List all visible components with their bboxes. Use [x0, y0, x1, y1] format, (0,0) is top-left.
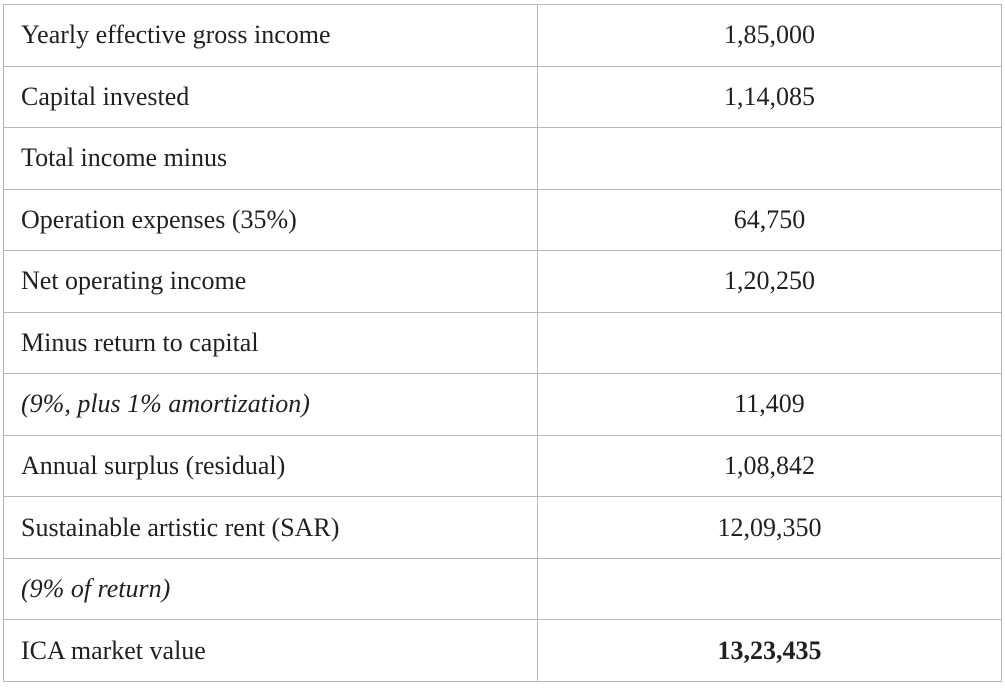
row-label: Minus return to capital [4, 312, 538, 374]
row-label: ICA market value [4, 620, 538, 682]
row-value: 12,09,350 [538, 497, 1002, 559]
table-row [4, 497, 1002, 559]
table-row [4, 312, 1002, 374]
table-row [4, 189, 1002, 251]
row-label: Operation expenses (35%) [4, 189, 538, 251]
row-label: (9% of return) [4, 558, 538, 620]
table-row [4, 251, 1002, 313]
row-value: 1,85,000 [538, 5, 1002, 67]
row-label: Annual surplus (residual) [4, 435, 538, 497]
row-label: Capital invested [4, 66, 538, 128]
table-row [4, 435, 1002, 497]
table-row [4, 374, 1002, 436]
row-value: 11,409 [538, 374, 1002, 436]
row-value [538, 312, 1002, 374]
row-value: 64,750 [538, 189, 1002, 251]
row-value: 1,20,250 [538, 251, 1002, 313]
table-row [4, 66, 1002, 128]
row-value [538, 558, 1002, 620]
row-label: Sustainable artistic rent (SAR) [4, 497, 538, 559]
table-row [4, 128, 1002, 190]
valuation-table [3, 4, 1002, 682]
row-label: Total income minus [4, 128, 538, 190]
table-row [4, 620, 1002, 682]
row-label: Yearly effective gross income [4, 5, 538, 67]
row-label: Net operating income [4, 251, 538, 313]
row-value-total: 13,23,435 [538, 620, 1002, 682]
row-label: (9%, plus 1% amortization) [4, 374, 538, 436]
row-value [538, 128, 1002, 190]
row-value: 1,08,842 [538, 435, 1002, 497]
table-row [4, 5, 1002, 67]
row-value: 1,14,085 [538, 66, 1002, 128]
table-row [4, 558, 1002, 620]
